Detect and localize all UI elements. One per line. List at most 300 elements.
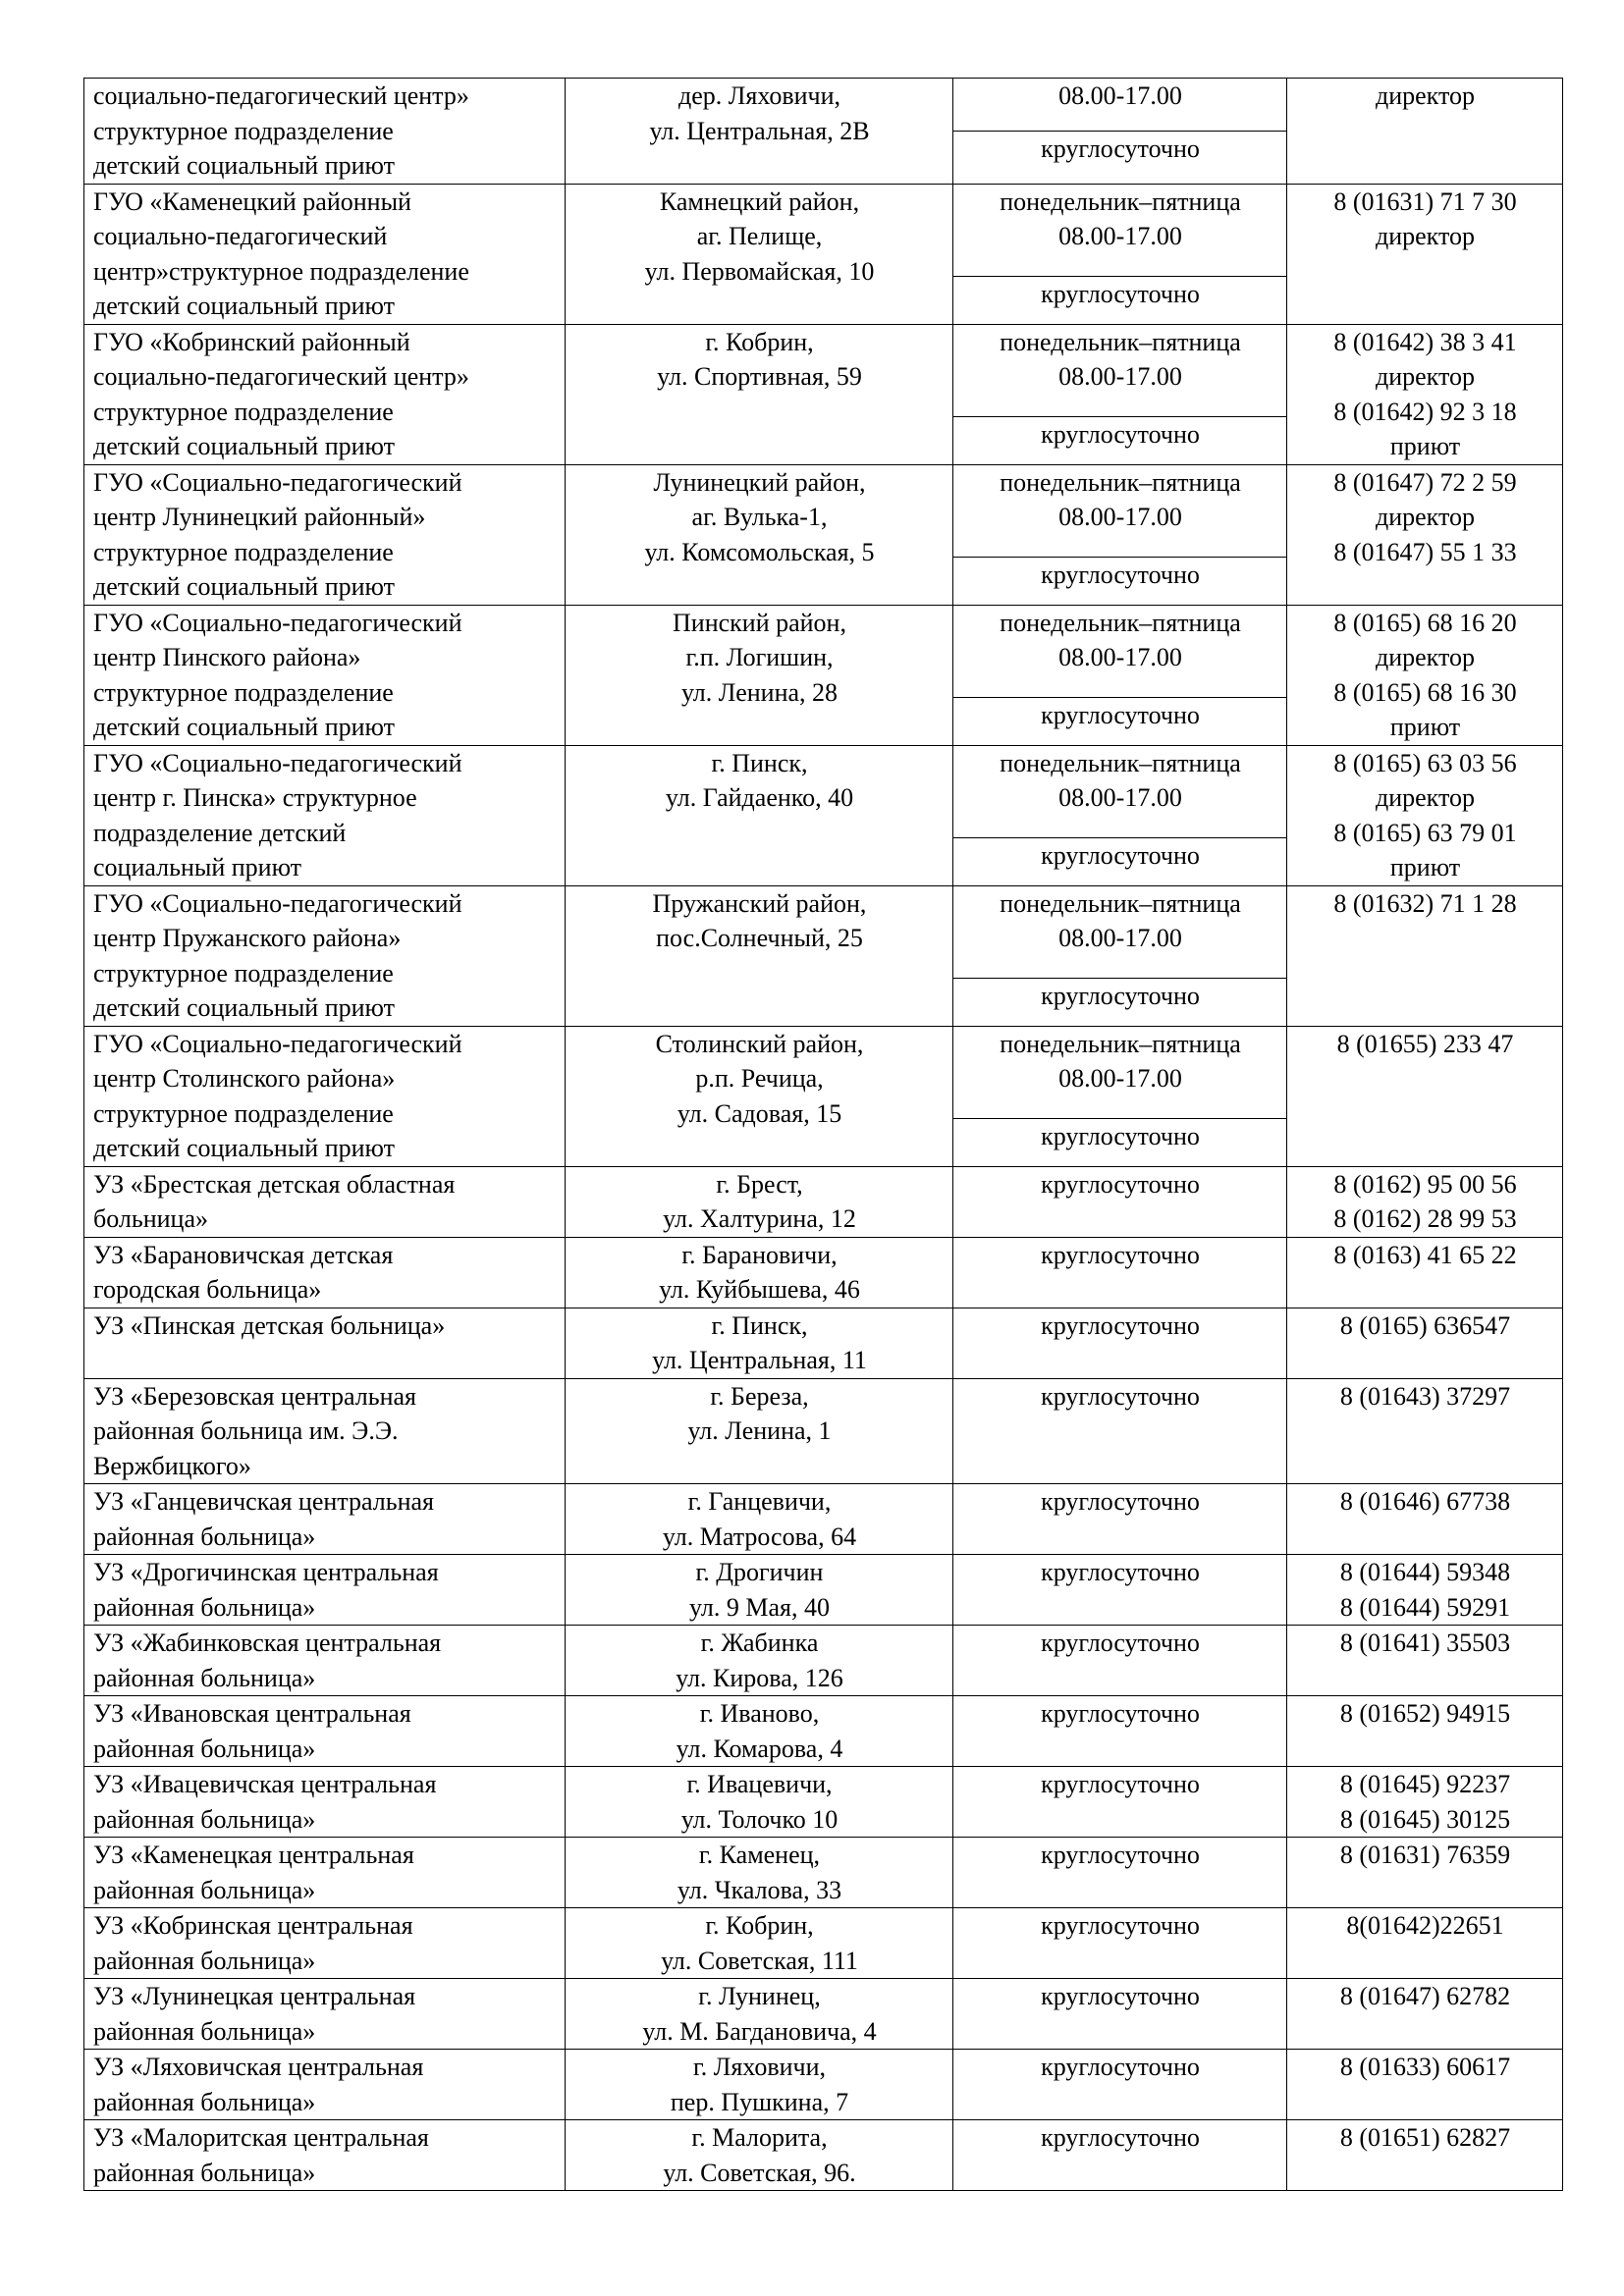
address-line: аг. Пелище, [696, 222, 823, 250]
address-line: г. Жабинка [700, 1629, 819, 1657]
address-line: Столинский район, [655, 1029, 864, 1058]
address-line: дер. Ляховичи, [677, 81, 841, 110]
working-hours-line: круглосуточно [1041, 1629, 1200, 1657]
institution-name-line: детский социальный приют [93, 572, 395, 601]
address-line: ул. Матросова, 64 [662, 1522, 857, 1551]
contacts-cell [1287, 1166, 1563, 1237]
institution-name-line: УЗ «Барановичская детская [93, 1240, 394, 1269]
working-hours-line: понедельник–пятница [1000, 608, 1241, 637]
contact-line: директор [1376, 783, 1475, 812]
working-hours-cell [953, 1484, 1287, 1555]
institution-name-line: Вержбицкого» [93, 1451, 251, 1480]
institution-name-line: районная больница» [93, 1875, 316, 1904]
institution-name-cell [84, 1237, 566, 1308]
institution-name-line: детский социальный приют [93, 432, 395, 460]
contacts-cell [1287, 464, 1563, 605]
institution-name-line: социально-педагогический центр» [93, 81, 469, 110]
address-line: р.п. Речица, [695, 1064, 824, 1093]
table-row [84, 1626, 1563, 1696]
contact-line: 8 (0165) 63 79 01 [1333, 818, 1517, 847]
contacts-cell [1287, 1026, 1563, 1166]
institution-name-line: детский социальный приют [93, 292, 395, 320]
address-cell [566, 1308, 953, 1378]
contact-line: директор [1376, 643, 1475, 671]
contact-line: 8 (0165) 68 16 30 [1333, 677, 1517, 707]
address-line: ул. Советская, 96. [663, 2158, 856, 2187]
institution-name-line: подразделение детский [93, 818, 347, 847]
table-row [84, 2050, 1563, 2120]
contacts-cell [1287, 1378, 1563, 1484]
working-hours-line: круглосуточно [1041, 701, 1200, 730]
address-line: ул. Ленина, 28 [680, 677, 839, 707]
contacts-cell [1287, 1979, 1563, 2050]
working-hours-cell [953, 1308, 1287, 1378]
institution-name-line: УЗ «Березовская центральная [93, 1381, 416, 1411]
contacts-cell [1287, 1767, 1563, 1838]
working-hours-line: круглосуточно [1041, 1487, 1200, 1516]
table-row [84, 1767, 1563, 1838]
contact-line: 8 (01647) 62782 [1339, 1982, 1511, 2010]
working-hours-cell [953, 2050, 1287, 2120]
address-line: Пружанский район, [652, 888, 867, 918]
institution-name-cell [84, 605, 566, 745]
institution-name-line: районная больница» [93, 2158, 316, 2187]
working-hours-line: 08.00-17.00 [1058, 222, 1182, 250]
table-row [84, 2120, 1563, 2191]
address-line: г. Ганцевичи, [687, 1487, 832, 1516]
contact-line: 8 (01647) 72 2 59 [1333, 467, 1517, 497]
working-hours-cell [953, 1237, 1287, 1308]
institution-name-line: ГУО «Социально-педагогический [93, 748, 462, 777]
institution-name-line: центр Пружанского района» [93, 924, 402, 952]
contact-line: 8 (0163) 41 65 22 [1333, 1240, 1517, 1269]
contact-line: 8 (0162) 95 00 56 [1333, 1169, 1517, 1199]
table-row [84, 605, 1563, 698]
address-line: г. Береза, [710, 1381, 809, 1411]
contact-line: 8 (01643) 37297 [1339, 1381, 1511, 1411]
address-cell [566, 1696, 953, 1767]
working-hours-cell [953, 1026, 1287, 1119]
address-cell [566, 1767, 953, 1838]
working-hours-line: круглосуточно [1041, 1310, 1200, 1340]
round-the-clock-cell [953, 698, 1287, 745]
institution-name-line: центр Пинского района» [93, 643, 361, 671]
address-line: ул. Кирова, 126 [676, 1663, 843, 1692]
contact-line: 8 (0162) 28 99 53 [1333, 1204, 1517, 1233]
working-hours-line: круглосуточно [1041, 1770, 1200, 1798]
institution-name-line: районная больница» [93, 2016, 316, 2046]
institution-name-line: УЗ «Кобринская центральная [93, 1911, 413, 1940]
working-hours-cell [953, 79, 1287, 132]
address-line: ул. Центральная, 2В [649, 116, 870, 145]
working-hours-cell [953, 1979, 1287, 2050]
contact-line: 8 (0165) 63 03 56 [1333, 748, 1517, 777]
working-hours-line: 08.00-17.00 [1058, 783, 1182, 812]
contact-line: директор [1376, 222, 1475, 250]
contacts-cell [1287, 1237, 1563, 1308]
institution-name-line: социально-педагогический центр» [93, 362, 469, 391]
institution-name-cell [84, 1484, 566, 1555]
address-line: ул. Комсомольская, 5 [644, 537, 875, 566]
round-the-clock-cell [953, 417, 1287, 464]
address-line: Пинский район, [673, 608, 846, 637]
table-row [84, 324, 1563, 417]
working-hours-line: круглосуточно [1041, 1982, 1200, 2010]
institution-name-line: структурное подразделение [93, 958, 394, 988]
working-hours-cell [953, 464, 1287, 558]
contact-line: директор [1376, 81, 1475, 110]
institution-name-line: УЗ «Жабинковская центральная [93, 1629, 442, 1657]
table-row [84, 1908, 1563, 1979]
contact-line: 8 (01652) 94915 [1339, 1699, 1511, 1728]
address-line: пер. Пушкина, 7 [670, 2087, 849, 2116]
working-hours-line: круглосуточно [1041, 1911, 1200, 1940]
contact-line: приют [1389, 713, 1461, 741]
institution-name-line: структурное подразделение [93, 116, 394, 145]
institution-name-line: больница» [93, 1204, 208, 1233]
address-cell [566, 324, 953, 464]
table-row [84, 1378, 1563, 1484]
table-row [84, 1166, 1563, 1237]
working-hours-line: круглосуточно [1041, 841, 1200, 871]
contact-line: 8 (01642) 92 3 18 [1333, 397, 1517, 426]
institution-name-cell [84, 1626, 566, 1696]
contact-line: 8 (01651) 62827 [1339, 2123, 1511, 2152]
contact-line: 8 (01645) 92237 [1339, 1770, 1511, 1798]
institution-name-cell [84, 1979, 566, 2050]
contacts-cell [1287, 745, 1563, 885]
address-line: ул. Гайдаенко, 40 [665, 783, 854, 812]
institution-name-line: районная больница» [93, 2087, 316, 2116]
working-hours-cell [953, 324, 1287, 417]
institution-name-line: ГУО «Социально-педагогический [93, 1029, 462, 1058]
institution-name-line: структурное подразделение [93, 677, 394, 707]
contacts-cell [1287, 79, 1563, 185]
working-hours-line: круглосуточно [1041, 1841, 1200, 1869]
address-cell [566, 2050, 953, 2120]
institution-name-line: районная больница» [93, 1592, 316, 1622]
contacts-cell [1287, 1626, 1563, 1696]
institution-name-line: УЗ «Ляховичская центральная [93, 2053, 424, 2081]
working-hours-cell [953, 1626, 1287, 1696]
round-the-clock-cell [953, 979, 1287, 1026]
address-line: ул. Комарова, 4 [676, 1734, 843, 1763]
institution-name-line: УЗ «Ивановская центральная [93, 1699, 411, 1728]
working-hours-cell [953, 885, 1287, 979]
address-line: г. Пинск, [711, 748, 808, 777]
contacts-cell [1287, 1696, 1563, 1767]
table-row [84, 1555, 1563, 1626]
table-row [84, 1308, 1563, 1378]
table-row [84, 745, 1563, 838]
institution-name-line: УЗ «Лунинецкая центральная [93, 1982, 416, 2010]
contact-line: 8 (01644) 59291 [1339, 1592, 1511, 1622]
address-line: г. Лунинец, [698, 1982, 821, 2010]
table-row [84, 1696, 1563, 1767]
address-line: ул. Советская, 111 [661, 1946, 858, 1975]
contact-line: 8 (01632) 71 1 28 [1333, 888, 1517, 918]
institution-name-cell [84, 464, 566, 605]
institution-name-cell [84, 1026, 566, 1166]
working-hours-line: 08.00-17.00 [1058, 1064, 1182, 1093]
contact-line: директор [1376, 503, 1475, 531]
working-hours-line: круглосуточно [1041, 2123, 1200, 2152]
institution-name-line: районная больница им. Э.Э. [93, 1416, 399, 1445]
institution-name-cell [84, 1166, 566, 1237]
working-hours-line: 08.00-17.00 [1058, 362, 1182, 391]
institution-name-cell [84, 1378, 566, 1484]
table-row [84, 885, 1563, 979]
address-line: ул. 9 Мая, 40 [689, 1592, 830, 1622]
address-cell [566, 1166, 953, 1237]
contact-line: 8 (01655) 233 47 [1336, 1029, 1514, 1058]
working-hours-line: круглосуточно [1041, 420, 1200, 450]
address-cell [566, 605, 953, 745]
address-line: г. Пинск, [711, 1310, 808, 1340]
working-hours-cell [953, 605, 1287, 698]
address-line: ул. Спортивная, 59 [657, 362, 862, 391]
institution-name-line: детский социальный приют [93, 713, 395, 741]
working-hours-line: круглосуточно [1041, 280, 1200, 309]
address-line: г. Ляховичи, [692, 2053, 826, 2081]
contacts-cell [1287, 1308, 1563, 1378]
contact-line: 8 (01631) 71 7 30 [1333, 187, 1517, 216]
table-row [84, 1026, 1563, 1119]
institution-name-line: ГУО «Социально-педагогический [93, 888, 462, 918]
working-hours-cell [953, 1555, 1287, 1626]
address-cell [566, 184, 953, 324]
contacts-cell [1287, 184, 1563, 324]
contact-line: 8 (01645) 30125 [1339, 1804, 1511, 1834]
address-cell [566, 885, 953, 1026]
institution-name-line: ГУО «Социально-педагогический [93, 467, 462, 497]
institution-name-cell [84, 2120, 566, 2191]
address-cell [566, 1838, 953, 1908]
working-hours-line: круглосуточно [1041, 1381, 1200, 1411]
contacts-cell [1287, 2050, 1563, 2120]
working-hours-line: 08.00-17.00 [1058, 503, 1182, 531]
institution-name-line: ГУО «Каменецкий районный [93, 187, 411, 216]
contact-line: 8 (01647) 55 1 33 [1333, 537, 1517, 566]
address-cell [566, 745, 953, 885]
institution-name-cell [84, 324, 566, 464]
working-hours-line: круглосуточно [1041, 1169, 1200, 1199]
contact-line: 8 (01631) 76359 [1339, 1841, 1511, 1869]
address-line: ул. Толочко 10 [680, 1804, 839, 1834]
institution-name-cell [84, 79, 566, 185]
institution-name-line: районная больница» [93, 1804, 316, 1834]
institutions-table [83, 78, 1563, 2191]
address-cell [566, 1979, 953, 2050]
table-row [84, 1237, 1563, 1308]
address-cell [566, 1908, 953, 1979]
institution-name-line: социально-педагогический [93, 222, 388, 250]
contact-line: 8 (01633) 60617 [1339, 2053, 1511, 2081]
address-line: г. Барановичи, [681, 1240, 838, 1269]
institution-name-line: районная больница» [93, 1946, 316, 1975]
address-line: г. Ивацевичи, [686, 1770, 833, 1798]
address-line: ул. Куйбышева, 46 [659, 1275, 860, 1304]
round-the-clock-cell [953, 277, 1287, 324]
contact-line: 8 (0165) 636547 [1339, 1310, 1511, 1340]
address-line: ул. Ленина, 1 [687, 1416, 832, 1445]
working-hours-line: 08.00-17.00 [1058, 924, 1182, 952]
institution-name-line: детский социальный приют [93, 151, 395, 180]
working-hours-cell [953, 1908, 1287, 1979]
table-row [84, 1979, 1563, 2050]
table-row [84, 184, 1563, 277]
contact-line: 8(01642)22651 [1346, 1911, 1504, 1940]
working-hours-cell [953, 1378, 1287, 1484]
institution-name-line: структурное подразделение [93, 397, 394, 426]
round-the-clock-cell [953, 131, 1287, 184]
contact-line: приют [1389, 432, 1461, 460]
institution-name-line: районная больница» [93, 1734, 316, 1763]
working-hours-line: круглосуточно [1041, 561, 1200, 590]
address-line: ул. Чкалова, 33 [677, 1875, 842, 1904]
institution-name-cell [84, 184, 566, 324]
institution-name-line: детский социальный приют [93, 993, 395, 1022]
contact-line: 8 (0165) 68 16 20 [1333, 608, 1517, 637]
working-hours-line: круглосуточно [1041, 1122, 1200, 1151]
working-hours-line: круглосуточно [1041, 982, 1200, 1011]
institution-name-line: УЗ «Малоритская центральная [93, 2123, 429, 2152]
address-line: г. Дрогичин [695, 1558, 824, 1586]
contact-line: приют [1389, 853, 1461, 881]
address-line: Камнецкий район, [659, 187, 860, 216]
institution-name-line: УЗ «Ганцевичская центральная [93, 1487, 434, 1516]
working-hours-cell [953, 1838, 1287, 1908]
address-cell [566, 464, 953, 605]
institution-name-line: детский социальный приют [93, 1134, 395, 1162]
working-hours-cell [953, 745, 1287, 838]
working-hours-cell [953, 2120, 1287, 2191]
table-row [84, 1484, 1563, 1555]
round-the-clock-cell [953, 558, 1287, 605]
contact-line: 8 (01644) 59348 [1339, 1558, 1511, 1586]
working-hours-line: понедельник–пятница [1000, 748, 1241, 777]
institution-name-cell [84, 1696, 566, 1767]
institution-name-cell [84, 885, 566, 1026]
working-hours-line: понедельник–пятница [1000, 888, 1241, 918]
address-line: г. Кобрин, [705, 327, 814, 356]
address-line: г.п. Логишин, [685, 643, 834, 671]
working-hours-line: понедельник–пятница [1000, 467, 1241, 497]
address-line: г. Иваново, [699, 1699, 820, 1728]
working-hours-cell [953, 184, 1287, 277]
working-hours-line: круглосуточно [1041, 2053, 1200, 2081]
institution-name-cell [84, 745, 566, 885]
institution-name-line: УЗ «Каменецкая центральная [93, 1841, 414, 1869]
contacts-cell [1287, 1908, 1563, 1979]
address-line: г. Малорита, [691, 2123, 828, 2152]
institution-name-cell [84, 2050, 566, 2120]
institution-name-cell [84, 1308, 566, 1378]
institution-name-line: центр г. Пинска» структурное [93, 783, 417, 812]
working-hours-line: понедельник–пятница [1000, 327, 1241, 356]
address-line: г. Кобрин, [705, 1911, 814, 1940]
institution-name-line: социальный приют [93, 853, 302, 881]
address-line: г. Каменец, [698, 1841, 821, 1869]
institution-name-cell [84, 1555, 566, 1626]
institution-name-line: районная больница» [93, 1522, 316, 1551]
working-hours-cell [953, 1767, 1287, 1838]
working-hours-line: понедельник–пятница [1000, 1029, 1241, 1058]
contacts-cell [1287, 324, 1563, 464]
institution-name-line: районная больница» [93, 1663, 316, 1692]
institution-name-line: ГУО «Социально-педагогический [93, 608, 462, 637]
address-line: ул. Первомайская, 10 [644, 256, 875, 286]
institution-name-line: УЗ «Дрогичинская центральная [93, 1558, 439, 1586]
address-cell [566, 1237, 953, 1308]
institution-name-line: УЗ «Ивацевичская центральная [93, 1770, 437, 1798]
contacts-cell [1287, 2120, 1563, 2191]
contact-line: директор [1376, 362, 1475, 391]
address-cell [566, 1378, 953, 1484]
institution-name-line: центр Лунинецкий районный» [93, 503, 426, 531]
address-cell [566, 2120, 953, 2191]
contacts-cell [1287, 1484, 1563, 1555]
address-line: ул. Центральная, 11 [652, 1346, 867, 1374]
table-row [84, 79, 1563, 132]
contact-line: 8 (01646) 67738 [1339, 1487, 1511, 1516]
address-line: г. Брест, [716, 1169, 803, 1199]
institution-name-line: УЗ «Брестская детская областная [93, 1169, 456, 1199]
contacts-cell [1287, 1838, 1563, 1908]
address-line: ул. М. Багдановича, 4 [642, 2016, 877, 2046]
institution-name-line: городская больница» [93, 1275, 322, 1304]
contacts-cell [1287, 885, 1563, 1026]
address-line: Лунинецкий район, [653, 467, 866, 497]
address-cell [566, 1555, 953, 1626]
working-hours-line: круглосуточно [1041, 133, 1200, 163]
address-line: пос.Солнечный, 25 [656, 924, 863, 952]
institution-name-cell [84, 1838, 566, 1908]
institution-name-line: УЗ «Пинская детская больница» [93, 1310, 446, 1340]
institution-name-cell [84, 1767, 566, 1838]
working-hours-line: круглосуточно [1041, 1240, 1200, 1269]
round-the-clock-cell [953, 838, 1287, 885]
working-hours-line: круглосуточно [1041, 1558, 1200, 1586]
contacts-cell [1287, 605, 1563, 745]
institution-name-line: структурное подразделение [93, 537, 394, 566]
working-hours-line: 08.00-17.00 [1058, 81, 1182, 110]
contacts-cell [1287, 1555, 1563, 1626]
working-hours-line: понедельник–пятница [1000, 187, 1241, 216]
contact-line: 8 (01642) 38 3 41 [1333, 327, 1517, 356]
institution-name-line: центр Столинского района» [93, 1064, 396, 1093]
working-hours-line: круглосуточно [1041, 1699, 1200, 1728]
address-cell [566, 1484, 953, 1555]
table-row [84, 464, 1563, 558]
address-cell [566, 1026, 953, 1166]
institution-name-line: структурное подразделение [93, 1098, 394, 1128]
address-line: ул. Халтурина, 12 [663, 1204, 856, 1233]
table-body [84, 79, 1563, 2191]
working-hours-cell [953, 1166, 1287, 1237]
working-hours-line: 08.00-17.00 [1058, 643, 1182, 671]
institution-name-line: центр»структурное подразделение [93, 256, 469, 286]
address-cell [566, 79, 953, 185]
table-row [84, 1838, 1563, 1908]
institution-name-line: ГУО «Кобринский районный [93, 327, 410, 356]
address-cell [566, 1626, 953, 1696]
working-hours-cell [953, 1696, 1287, 1767]
address-line: ул. Садовая, 15 [677, 1098, 842, 1128]
address-line: аг. Вулька-1, [691, 503, 828, 531]
institution-name-cell [84, 1908, 566, 1979]
contact-line: 8 (01641) 35503 [1339, 1629, 1511, 1657]
